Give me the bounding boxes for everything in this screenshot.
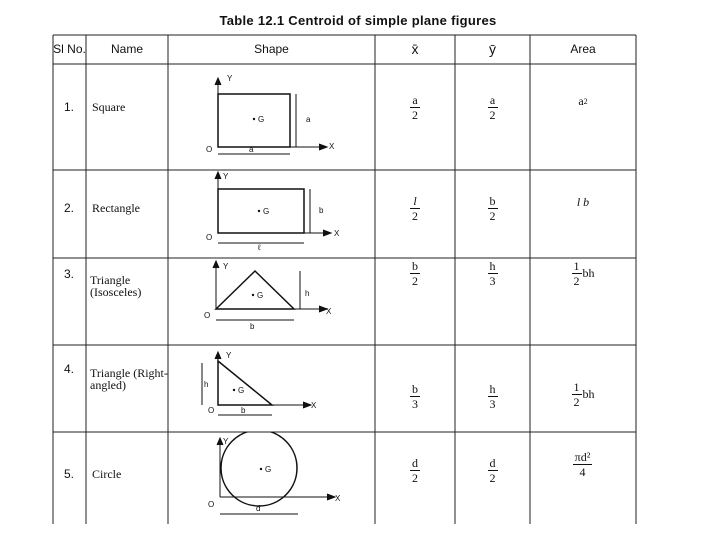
row-2-ybar-den: 2 xyxy=(489,208,496,223)
isosceles-origin-label: O xyxy=(204,311,211,320)
isosceles-centroid-label: G xyxy=(257,291,264,300)
row-1-ybar xyxy=(455,54,530,160)
header-shape: Shape xyxy=(254,42,289,56)
row-4-area-den: 2 xyxy=(573,395,580,409)
row-1-ybar-den: 2 xyxy=(489,107,496,122)
circle-diameter-label: d xyxy=(256,504,261,513)
right-triangle-y-label: Y xyxy=(226,351,232,360)
row-2-xbar-den: 2 xyxy=(412,208,418,223)
right-triangle-x-label: X xyxy=(311,401,317,410)
square-y-label: Y xyxy=(227,74,233,83)
row-3-area-tail: bh xyxy=(582,266,595,280)
row-4-area-num: 1 xyxy=(573,380,580,394)
row-3-xbar-den: 2 xyxy=(412,274,418,288)
row-5-sl: 5. xyxy=(64,467,75,481)
rectangle-figure xyxy=(196,170,351,255)
right-triangle-figure xyxy=(190,345,340,425)
row-5-area xyxy=(530,418,636,510)
row-4-xbar-num: b xyxy=(412,382,418,396)
right-triangle-base-label: b xyxy=(241,406,246,415)
row-5-xbar xyxy=(375,424,455,516)
circle-x-label: X xyxy=(335,494,341,503)
row-3-area-num: 1 xyxy=(573,259,580,273)
row-4-xbar-den: 3 xyxy=(412,397,418,411)
row-5-name: Circle xyxy=(92,467,122,481)
row-1-area-exp: 2 xyxy=(583,96,588,106)
row-2-ybar-num: b xyxy=(489,193,496,208)
isosceles-x-label: X xyxy=(326,307,332,316)
row-5-ybar xyxy=(455,424,530,516)
rectangle-height-label: b xyxy=(319,206,324,215)
square-height-label: a xyxy=(306,115,311,124)
row-4-sl: 4. xyxy=(64,361,75,376)
rectangle-width-label: ℓ xyxy=(258,243,261,252)
circle-figure xyxy=(196,432,351,522)
rectangle-centroid-label: G xyxy=(263,207,270,216)
square-x-label: X xyxy=(329,142,335,151)
row-1-sl: 1. xyxy=(64,100,75,114)
right-triangle-origin-label: O xyxy=(208,406,215,415)
row-5-ybar-den: 2 xyxy=(489,470,496,485)
header-y-bar: ȳ xyxy=(489,41,496,57)
isosceles-centroid-dot xyxy=(252,294,254,296)
right-triangle-centroid-dot xyxy=(233,389,235,391)
rectangle-x-label: X xyxy=(334,229,340,238)
row-3-ybar xyxy=(455,230,530,317)
header-sl-no: Sl No. xyxy=(53,42,86,56)
row-4-area-tail: bh xyxy=(582,387,595,401)
row-4-name: Triangle (Right-angled) xyxy=(90,365,168,392)
right-triangle-height-label: h xyxy=(204,380,209,389)
row-5-area-num: πd² xyxy=(574,449,591,464)
rectangle-origin-label: O xyxy=(206,233,213,242)
row-4-ybar-num: h xyxy=(489,382,496,396)
row-4-ybar-den: 3 xyxy=(489,397,496,411)
row-2-area: l b xyxy=(576,194,590,209)
row-5-xbar-den: 2 xyxy=(412,470,418,485)
row-1-area-base: a xyxy=(578,93,584,108)
row-3-sl: 3. xyxy=(64,266,75,281)
header-name: Name xyxy=(110,42,143,56)
right-triangle-centroid-label: G xyxy=(238,386,245,395)
row-2-xbar-num: l xyxy=(413,193,417,208)
circle-origin-label: O xyxy=(208,500,215,509)
header-x-bar: x̄ xyxy=(411,41,419,57)
row-5-xbar-num: d xyxy=(412,455,418,470)
row-1-xbar-num: a xyxy=(412,92,418,107)
row-5-ybar-num: d xyxy=(489,455,496,470)
square-origin-label: O xyxy=(206,145,213,154)
row-2-name: Rectangle xyxy=(92,201,140,215)
row-3-ybar-num: h xyxy=(489,259,496,273)
rectangle-y-label: Y xyxy=(223,172,229,181)
square-centroid-dot xyxy=(253,118,255,120)
isosceles-base-label: b xyxy=(250,322,255,331)
row-3-ybar-den: 3 xyxy=(489,274,496,288)
row-1-xbar xyxy=(375,54,455,160)
row-3-name: Triangle (Isosceles) xyxy=(90,272,142,299)
row-1-area xyxy=(530,48,636,154)
square-width-label: a xyxy=(249,145,254,154)
row-3-xbar xyxy=(375,230,455,317)
rectangle-centroid-dot xyxy=(258,210,260,212)
isosceles-y-label: Y xyxy=(223,262,229,271)
row-3-area-den: 2 xyxy=(573,274,580,288)
header-area: Area xyxy=(570,42,596,56)
isosceles-triangle-figure xyxy=(196,258,351,338)
row-3-xbar-num: b xyxy=(412,259,418,273)
square-figure xyxy=(196,72,346,162)
circle-y-label: Y xyxy=(223,437,229,446)
row-2-sl: 2. xyxy=(64,201,75,215)
isosceles-height-label: h xyxy=(305,289,310,298)
circle-centroid-dot xyxy=(260,468,262,470)
row-5-area-den: 4 xyxy=(579,464,586,479)
row-1-name: Square xyxy=(92,100,126,114)
row-1-xbar-den: 2 xyxy=(412,107,418,122)
row-1-ybar-num: a xyxy=(489,92,496,107)
square-centroid-label: G xyxy=(258,115,265,124)
row-3-area xyxy=(530,230,636,317)
table-title-text: Table 12.1 Centroid of simple plane figures xyxy=(219,13,497,28)
circle-centroid-label: G xyxy=(265,465,272,474)
